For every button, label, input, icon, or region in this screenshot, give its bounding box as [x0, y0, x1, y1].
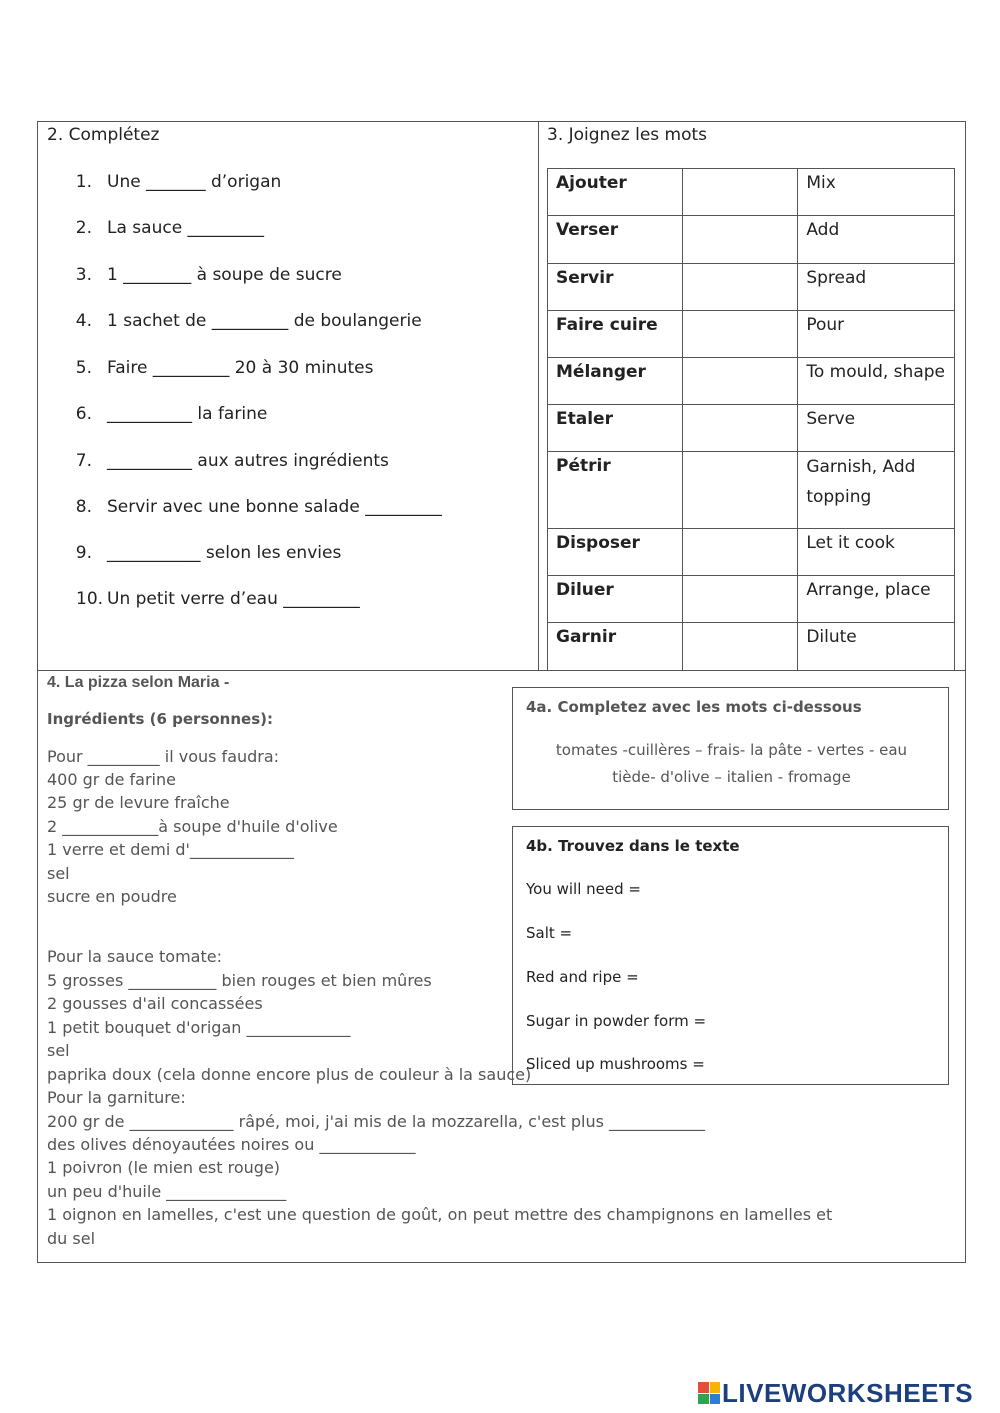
find-item: Sliced up mushrooms = — [526, 1055, 705, 1073]
english-word: To mould, shape — [798, 358, 955, 405]
item-text: 1 sachet de _________ de boulangerie — [107, 311, 422, 331]
recipe-line: 200 gr de _____________ râpé, moi, j'ai mis de la mozzarella, c'est plus ____________ — [47, 1112, 706, 1131]
item-number: 1. — [75, 172, 92, 192]
recipe-line: 25 gr de levure fraîche — [47, 793, 230, 812]
logo-mark-icon — [698, 1382, 720, 1404]
french-word: Servir — [548, 264, 683, 311]
recipe-line: paprika doux (cela donne encore plus de couleur à la sauce) — [47, 1065, 532, 1084]
find-item: You will need = — [526, 880, 641, 898]
table-row — [548, 576, 955, 623]
item-number: 3. — [75, 265, 92, 285]
answer-cell[interactable] — [682, 576, 797, 623]
recipe-line: 1 petit bouquet d'origan _____________ — [47, 1018, 351, 1037]
english-word — [798, 452, 955, 529]
table-row — [548, 452, 955, 529]
recipe-line: 2 ____________à soupe d'huile d'olive — [47, 817, 338, 836]
logo-text: LIVEWORKSHEETS — [722, 1377, 974, 1408]
find-item: Sugar in powder form = — [526, 1012, 707, 1030]
answer-cell[interactable] — [682, 452, 797, 529]
french-word: Pétrir — [548, 452, 683, 529]
item-number: 9. — [75, 543, 92, 563]
recipe-line: 1 oignon en lamelles, c'est une question de goût, on peut mettre des champignons en lamelles et — [47, 1205, 833, 1224]
french-word: Faire cuire — [548, 311, 683, 358]
french-word: Verser — [548, 216, 683, 264]
find-in-text-title: 4b. Trouvez dans le texte — [526, 837, 740, 855]
recipe-line: 2 gousses d'ail concassées — [47, 994, 263, 1013]
table-row — [548, 311, 955, 358]
item-text: __________ la farine — [107, 404, 268, 424]
word-bank-title: 4a. Completez avec les mots ci-dessous — [526, 698, 862, 716]
item-number: 4. — [75, 311, 92, 331]
english-word: Arrange, place — [798, 576, 955, 623]
recipe-line: sel — [47, 1041, 70, 1060]
french-word: Ajouter — [548, 169, 683, 216]
item-text: Une _______ d’origan — [107, 172, 282, 192]
item-text: ___________ selon les envies — [107, 543, 342, 563]
table-row — [548, 264, 955, 311]
table-row — [548, 623, 955, 671]
french-word: Disposer — [548, 529, 683, 576]
word-bank-line1: tomates -cuillères – frais- la pâte - vertes - eau — [555, 741, 908, 759]
answer-cell[interactable] — [682, 358, 797, 405]
item-text: Faire _________ 20 à 30 minutes — [107, 358, 374, 378]
item-number: 5. — [75, 358, 92, 378]
recipe-line: sucre en poudre — [47, 887, 177, 906]
item-number: 6. — [75, 404, 92, 424]
item-text: __________ aux autres ingrédients — [107, 451, 389, 471]
recipe-line: Pour _________ il vous faudra: — [47, 747, 280, 766]
item-text: La sauce _________ — [107, 218, 265, 238]
recipe-line: des olives dénoyautées noires ou ____________ — [47, 1135, 416, 1154]
english-word: Mix — [798, 169, 955, 216]
french-word: Mélanger — [548, 358, 683, 405]
ingredients-title: Ingrédients (6 personnes): — [47, 710, 273, 728]
answer-cell[interactable] — [682, 169, 797, 216]
english-word-line1: Garnish, Add — [806, 457, 916, 477]
answer-cell[interactable] — [682, 264, 797, 311]
answer-cell[interactable] — [682, 623, 797, 671]
item-text: Un petit verre d’eau _________ — [107, 589, 360, 609]
find-in-text-box — [512, 826, 949, 1085]
item-text: Servir avec une bonne salade _________ — [107, 497, 442, 517]
recipe-line: sel — [47, 864, 70, 883]
find-item: Salt = — [526, 924, 573, 942]
table-row — [548, 529, 955, 576]
english-word-line2: topping — [806, 487, 872, 507]
recipe-line: 1 verre et demi d'_____________ — [47, 840, 294, 859]
english-word: Pour — [798, 311, 955, 358]
recipe-line: Pour la garniture: — [47, 1088, 186, 1107]
liveworksheets-logo[interactable] — [698, 1378, 973, 1408]
answer-cell[interactable] — [682, 216, 797, 264]
word-bank-box — [512, 687, 949, 810]
word-bank-line2: tiède- d'olive – italien - fromage — [612, 768, 851, 786]
recipe-line: un peu d'huile _______________ — [47, 1182, 287, 1201]
section2-title: 2. Complétez — [47, 125, 160, 145]
answer-cell[interactable] — [682, 405, 797, 452]
table-row — [548, 216, 955, 264]
table-row — [548, 169, 955, 216]
section3-title: 3. Joignez les mots — [547, 125, 708, 145]
item-number: 10. — [76, 589, 104, 609]
recipe-line: Pour la sauce tomate: — [47, 947, 222, 966]
english-word: Spread — [798, 264, 955, 311]
table-row — [548, 405, 955, 452]
english-word: Let it cook — [798, 529, 955, 576]
recipe-line: du sel — [47, 1229, 96, 1248]
recipe-line: 400 gr de farine — [47, 770, 176, 789]
matching-table — [547, 168, 955, 671]
english-word: Serve — [798, 405, 955, 452]
answer-cell[interactable] — [682, 529, 797, 576]
item-number: 7. — [75, 451, 92, 471]
french-word: Etaler — [548, 405, 683, 452]
table-row — [548, 358, 955, 405]
recipe-line: 1 poivron (le mien est rouge) — [47, 1158, 281, 1177]
english-word: Add — [798, 216, 955, 264]
item-text: 1 ________ à soupe de sucre — [107, 265, 342, 285]
french-word: Garnir — [548, 623, 683, 671]
item-number: 2. — [75, 218, 92, 238]
french-word: Diluer — [548, 576, 683, 623]
find-item: Red and ripe = — [526, 968, 639, 986]
recipe-line: 5 grosses ___________ bien rouges et bien mûres — [47, 971, 432, 990]
english-word: Dilute — [798, 623, 955, 671]
section4-title: 4. La pizza selon Maria - — [47, 674, 230, 691]
item-number: 8. — [75, 497, 92, 517]
answer-cell[interactable] — [682, 311, 797, 358]
column-divider — [538, 121, 539, 671]
